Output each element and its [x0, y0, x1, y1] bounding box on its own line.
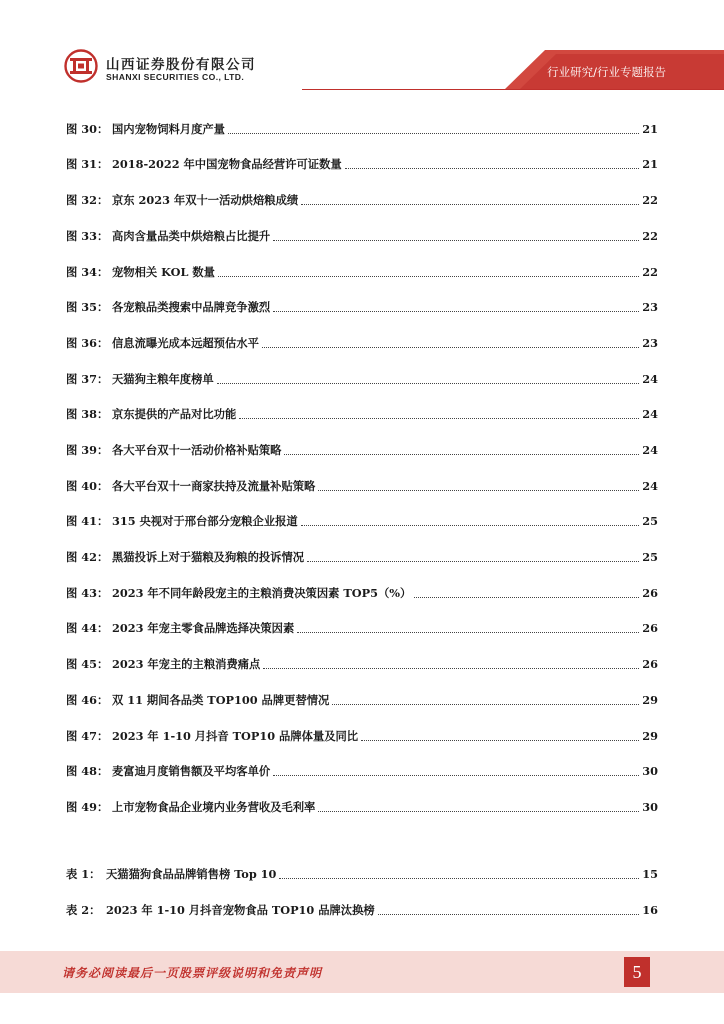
- toc-entry-figure-34[interactable]: [66, 264, 658, 280]
- dot-leader: [297, 631, 639, 633]
- entry-title: 高肉含量品类中烘焙粮占比提升: [112, 229, 271, 243]
- dot-leader: [273, 310, 639, 312]
- toc-entry-figure-38[interactable]: [66, 406, 658, 422]
- dot-leader: [263, 667, 639, 669]
- page-footer: [0, 951, 724, 993]
- toc-entry-figure-47[interactable]: [66, 728, 658, 744]
- entry-page: 26: [642, 621, 658, 635]
- page-number: 5: [624, 957, 650, 987]
- entry-title: 信息流曝光成本远超预估水平: [112, 336, 259, 350]
- entry-number: 图 45：: [66, 657, 109, 671]
- entry-number: 图 37：: [66, 372, 109, 386]
- entry-number: 图 39：: [66, 443, 109, 457]
- dot-leader: [262, 346, 639, 348]
- entry-number: 图 43：: [66, 586, 109, 600]
- dot-leader: [273, 774, 639, 776]
- entry-title: 京东 2023 年双十一活动烘焙粮成绩: [112, 193, 299, 207]
- toc-entry-table-1[interactable]: [66, 866, 658, 882]
- entry-number: 图 35：: [66, 300, 109, 314]
- entry-title: 2023 年不同年龄段宠主的主粮消费决策因素 TOP5（%）: [112, 586, 412, 600]
- dot-leader: [218, 275, 639, 277]
- entry-title: 各大平台双十一活动价格补贴策略: [112, 443, 282, 457]
- entry-title: 麦富迪月度销售额及平均客单价: [112, 764, 271, 778]
- entry-number: 图 47：: [66, 729, 109, 743]
- entry-title: 黑猫投诉上对于猫粮及狗粮的投诉情况: [112, 550, 305, 564]
- entry-page: 22: [642, 193, 658, 207]
- entry-page: 26: [642, 586, 658, 600]
- dot-leader: [345, 167, 640, 169]
- toc-entry-figure-48[interactable]: [66, 763, 658, 779]
- toc-entry-figure-35[interactable]: [66, 299, 658, 315]
- dot-leader: [301, 524, 640, 526]
- entry-page: 24: [642, 443, 658, 457]
- entry-page: 24: [642, 407, 658, 421]
- entry-page: 22: [642, 265, 658, 279]
- entry-number: 图 48：: [66, 764, 109, 778]
- entry-number: 图 40：: [66, 479, 109, 493]
- entry-title: 宠物相关 KOL 数量: [112, 265, 215, 279]
- entry-title: 2023 年宠主的主粮消费痛点: [112, 657, 261, 671]
- company-name-en: SHANXI SECURITIES CO., LTD.: [106, 72, 245, 82]
- dot-leader: [301, 203, 639, 205]
- dot-leader: [279, 877, 639, 879]
- entry-title: 国内宠物饲料月度产量: [112, 122, 225, 136]
- page-header: [0, 0, 724, 90]
- entry-page: 23: [642, 336, 658, 350]
- entry-title: 各宠粮品类搜索中品牌竞争激烈: [112, 300, 271, 314]
- dot-leader: [318, 810, 639, 812]
- toc-entry-figure-46[interactable]: [66, 692, 658, 708]
- entry-page: 30: [642, 800, 658, 814]
- entry-number: 图 33：: [66, 229, 109, 243]
- toc-entry-figure-39[interactable]: [66, 442, 658, 458]
- entry-title: 2023 年 1-10 月抖音 TOP10 品牌体量及同比: [112, 729, 359, 743]
- entry-title: 2023 年宠主零食品牌选择决策因素: [112, 621, 295, 635]
- disclaimer-notice: 请务必阅读最后一页股票评级说明和免责声明: [62, 966, 323, 980]
- entry-title: 2018-2022 年中国宠物食品经营许可证数量: [112, 157, 342, 171]
- entry-page: 29: [642, 729, 658, 743]
- dot-leader: [273, 239, 639, 241]
- dot-leader: [307, 560, 639, 562]
- entry-number: 图 36：: [66, 336, 109, 350]
- entry-page: 16: [642, 903, 658, 917]
- entry-number: 表 2：: [66, 903, 101, 917]
- entry-number: 图 31：: [66, 157, 109, 171]
- toc-entry-figure-43[interactable]: [66, 585, 658, 601]
- entry-number: 图 38：: [66, 407, 109, 421]
- entry-page: 21: [642, 157, 658, 171]
- dot-leader: [239, 417, 639, 419]
- toc-entry-figure-41[interactable]: [66, 513, 658, 529]
- entry-title: 2023 年 1-10 月抖音宠物食品 TOP10 品牌汰换榜: [106, 903, 375, 917]
- toc-entry-figure-30[interactable]: [66, 121, 658, 137]
- entry-title: 双 11 期间各品类 TOP100 品牌更替情况: [112, 693, 330, 707]
- entry-title: 315 央视对于邢台部分宠粮企业报道: [112, 514, 298, 528]
- toc-entry-table-2[interactable]: [66, 902, 658, 918]
- entry-title: 京东提供的产品对比功能: [112, 407, 237, 421]
- entry-number: 图 42：: [66, 550, 109, 564]
- entry-title: 各大平台双十一商家扶持及流量补贴策略: [112, 479, 316, 493]
- entry-number: 图 32：: [66, 193, 109, 207]
- toc-entry-figure-32[interactable]: [66, 192, 658, 208]
- entry-number: 表 1：: [66, 867, 101, 881]
- toc-entry-figure-31[interactable]: [66, 156, 658, 172]
- entry-page: 24: [642, 479, 658, 493]
- toc-entry-figure-42[interactable]: [66, 549, 658, 565]
- entry-page: 25: [642, 514, 658, 528]
- entry-page: 24: [642, 372, 658, 386]
- toc-entry-figure-45[interactable]: [66, 656, 658, 672]
- entry-page: 25: [642, 550, 658, 564]
- entry-number: 图 49：: [66, 800, 109, 814]
- entry-page: 23: [642, 300, 658, 314]
- entry-number: 图 41：: [66, 514, 109, 528]
- entry-page: 29: [642, 693, 658, 707]
- entry-title: 天猫狗主粮年度榜单: [112, 372, 214, 386]
- entry-number: 图 30：: [66, 122, 109, 136]
- toc-entry-figure-36[interactable]: [66, 335, 658, 351]
- entry-page: 21: [642, 122, 658, 136]
- dot-leader: [318, 489, 639, 491]
- toc-entry-figure-44[interactable]: [66, 620, 658, 636]
- entry-page: 26: [642, 657, 658, 671]
- dot-leader: [284, 453, 639, 455]
- entry-page: 15: [642, 867, 658, 881]
- entry-title: 天猫猫狗食品品牌销售榜 Top 10: [106, 867, 277, 881]
- entry-page: 22: [642, 229, 658, 243]
- entry-number: 图 44：: [66, 621, 109, 635]
- entry-page: 30: [642, 764, 658, 778]
- toc-entry-figure-49[interactable]: [66, 799, 658, 815]
- report-category: 行业研究/行业专题报告: [547, 65, 666, 79]
- toc-entry-figure-40[interactable]: [66, 478, 658, 494]
- dot-leader: [228, 132, 639, 134]
- dot-leader: [361, 739, 639, 741]
- toc-entry-figure-33[interactable]: [66, 228, 658, 244]
- entry-number: 图 34：: [66, 265, 109, 279]
- entry-number: 图 46：: [66, 693, 109, 707]
- dot-leader: [378, 913, 640, 915]
- toc-entry-figure-37[interactable]: [66, 371, 658, 387]
- dot-leader: [414, 596, 639, 598]
- dot-leader: [332, 703, 639, 705]
- entry-title: 上市宠物食品企业境内业务营收及毛利率: [112, 800, 316, 814]
- company-name-cn: 山西证券股份有限公司: [106, 57, 256, 73]
- dot-leader: [217, 382, 640, 384]
